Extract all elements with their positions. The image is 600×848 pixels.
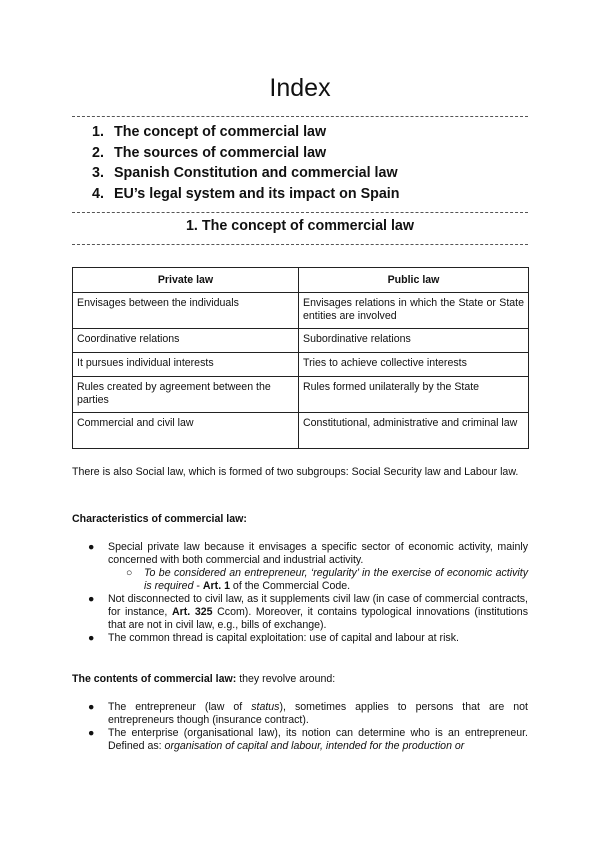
list-item: ● Not disconnected to civil law, as it supplements civil law (in case of commercial contracts, for instance, Art. 325 Ccom). Moreover, it contains typological innovations (institutions that are not in civil law, e.g., bills of exchange). <box>88 593 528 631</box>
characteristics-heading: Characteristics of commercial law: <box>72 513 247 525</box>
characteristics-list <box>72 541 528 645</box>
bullet-icon: ● <box>88 541 95 553</box>
bullet-icon: ● <box>88 593 95 605</box>
table-cell: Subordinative relations <box>299 329 529 353</box>
social-law-note: There is also Social law, which is formed of two subgroups: Social Security law and Labour law. <box>72 466 519 478</box>
table-cell: Tries to achieve collective interests <box>299 353 529 377</box>
table-cell: Constitutional, administrative and criminal law <box>299 413 529 449</box>
table-row <box>73 329 529 353</box>
page-title: Index <box>269 74 331 102</box>
table-cell: Rules formed unilaterally by the State <box>299 377 529 413</box>
table-cell: Envisages relations in which the State or State entities are involved <box>299 293 529 329</box>
sub-list <box>108 567 528 593</box>
bullet-icon: ● <box>88 632 95 644</box>
table-row <box>73 353 529 377</box>
column-header: Public law <box>299 268 529 293</box>
circle-bullet-icon: ○ <box>126 567 133 579</box>
table-cell: Rules created by agreement between the parties <box>73 377 299 413</box>
table-cell: Envisages between the individuals <box>73 293 299 329</box>
table-row <box>73 377 529 413</box>
section-heading: 1. The concept of commercial law <box>185 218 415 234</box>
toc-item[interactable]: 2. The sources of commercial law <box>92 144 327 161</box>
contents-list <box>72 701 528 753</box>
dashed-divider <box>72 244 528 245</box>
table-row <box>73 413 529 449</box>
column-header: Private law <box>73 268 299 293</box>
table-of-contents <box>92 122 400 204</box>
table-header-row <box>73 268 529 293</box>
bullet-icon: ● <box>88 701 95 713</box>
table-cell: Coordinative relations <box>73 329 299 353</box>
list-item: ● The enterprise (organisational law), its notion can determine who is an entrepreneur. Defined as: organisation of capital and labour, intended for the production or <box>88 727 528 752</box>
list-item: ● The common thread is capital exploitation: use of capital and labour at risk. <box>88 632 459 644</box>
toc-item[interactable]: 1. The concept of commercial law <box>92 124 327 140</box>
list-item: ○ To be considered an entrepreneur, ‘regularity’ in the exercise of economic activity is required - Art. 1 of the Commercial Code. <box>126 567 528 592</box>
list-item: ● The entrepreneur (law of status), sometimes applies to persons that are not entrepreneurs though (insurance contract). <box>88 701 528 726</box>
toc-item[interactable]: 4. EU’s legal system and its impact on Spain <box>92 185 400 202</box>
toc-item[interactable]: 3. Spanish Constitution and commercial law <box>92 165 398 181</box>
dashed-divider <box>72 212 528 213</box>
table-cell: It pursues individual interests <box>73 353 299 377</box>
contents-heading: The contents of commercial law: they revolve around: <box>72 673 336 685</box>
private-public-law-table <box>72 267 529 449</box>
table-cell: Commercial and civil law <box>73 413 299 449</box>
table-row <box>73 293 529 329</box>
list-item: ● Special private law because it envisages a specific sector of economic activity, mainly concerned with both commercial and industrial activity. ○ To be considered an entrepreneur, ‘regularity’ in the exercise of economic activity is required - Art. 1 of the Commercial Code. <box>88 541 528 592</box>
bullet-icon: ● <box>88 727 95 739</box>
dashed-divider <box>72 116 528 117</box>
